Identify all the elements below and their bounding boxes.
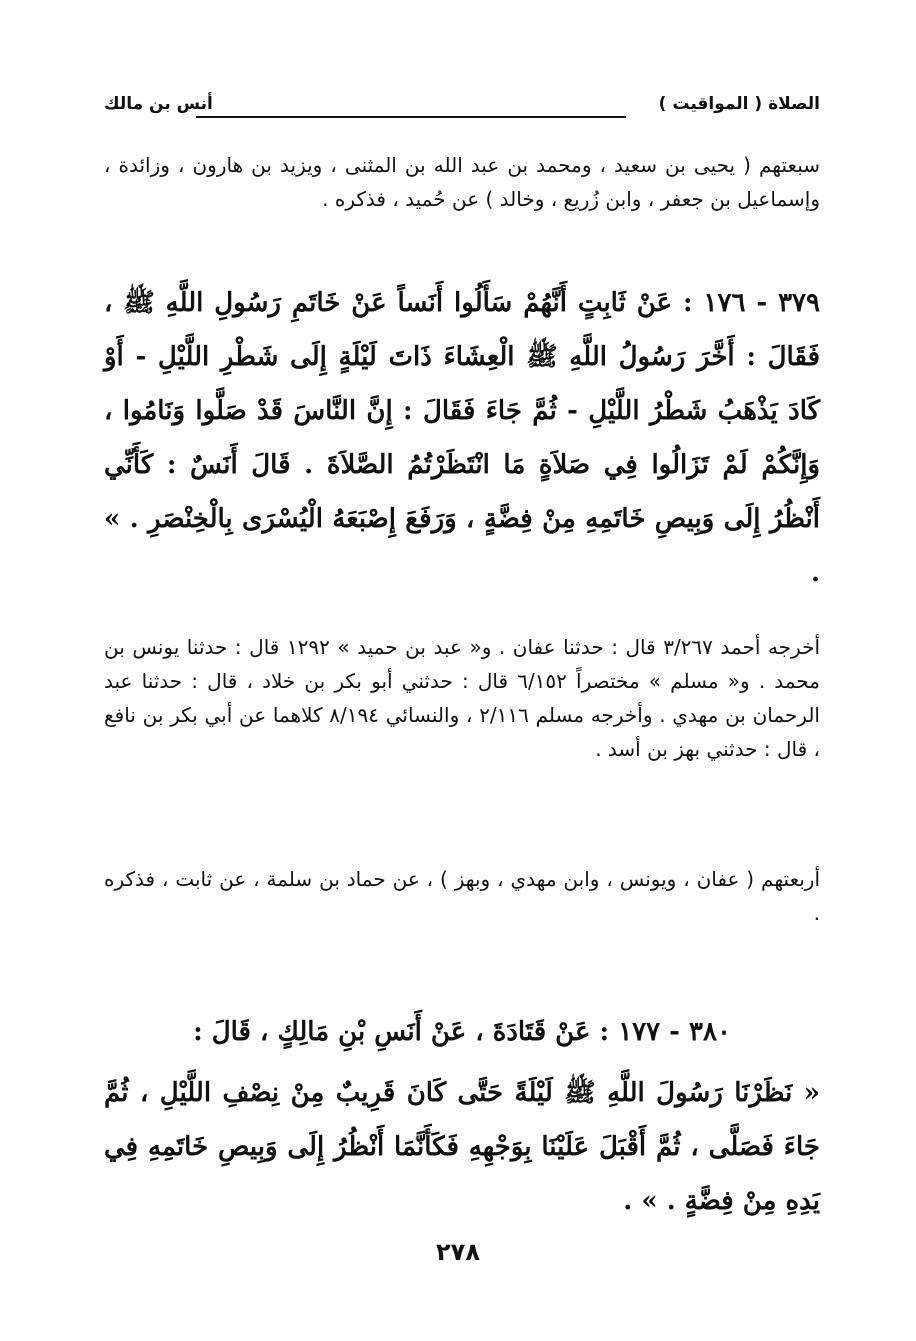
hadith-380-intro: عَنْ قَتَادَةَ ، عَنْ أَنَسِ بْنِ مَالِكٍ ، قَالَ :: [193, 1017, 591, 1047]
running-header: [104, 94, 820, 124]
hadith-379-text: عَنْ ثَابِتٍ أَنَّهُمْ سَأَلُوا أَنَساً عَنْ خَاتَمِ رَسُولِ اللَّهِ ﷺ ، فَقَالَ : أَخَّرَ رَسُولُ اللَّهِ ﷺ الْعِشَاءَ ذَاتَ لَيْلَةٍ إِلَى شَطْرِ اللَّيْلِ - أَوْ كَادَ يَذْهَبُ شَطْرُ اللَّيْلِ - ثُمَّ جَاءَ فَقَالَ : إِنَّ النَّاسَ قَدْ صَلَّوا وَنَامُوا ، وَإِنَّكُمْ لَمْ تَزَالُوا فِي صَلاَةٍ مَا انْتَظَرْتُمُ الصَّلاَةَ . قَالَ أَنَسٌ : كَأَنِّي أَنْظُرُ إِلَى وَبِيصِ خَاتَمِهِ مِنْ فِضَّةٍ ، وَرَفَعَ إِصْبَعَهُ الْيُسْرَى بِالْخِنْصَرِ . » .: [104, 288, 820, 588]
paragraph-narrators-seven: سبعتهم ( يحيى بن سعيد ، ومحمد بن عبد الله بن المثنى ، ويزيد بن هارون ، وزائدة ، وإسماعيل بن جعفر ، وابن زُريع ، وخالد ) عن حُميد ، فذكره .: [104, 153, 820, 211]
paragraph-takhrij: أخرجه أحمد ٣/٢٦٧ قال : حدثنا عفان . و« عبد بن حميد » ١٢٩٢ قال : حدثنا يونس بن محمد . و« مسلم » مختصراً ٦/١٥٢ قال : حدثني أبو بكر بن خلاد ، قال : حدثنا عبد الرحمان بن مهدي . وأخرجه مسلم ٢/١١٦ ، والنسائي ٨/١٩٤ كلاهما عن أبي بكر بن نافع ، قال : حدثني بهز بن أسد .: [104, 635, 821, 761]
hadith-380-heading: [104, 1005, 820, 1059]
hadith-379-number: ٣٧٩ - ١٧٦ :: [683, 288, 820, 318]
narrator-title: أنس بن مالك: [104, 94, 213, 114]
hadith-379: [104, 276, 820, 600]
hadith-380-number: ٣٨٠ - ١٧٧ :: [599, 1017, 731, 1047]
paragraph-narrators-four: أربعتهم ( عفان ، ويونس ، وابن مهدي ، وبهز ) ، عن حماد بن سلمة ، عن ثابت ، فذكره .: [104, 867, 820, 925]
header-rule: [196, 116, 626, 118]
page-number: ٢٧٨: [436, 1238, 480, 1266]
hadith-380-text: « نَظَرْنَا رَسُولَ اللَّهِ ﷺ لَيْلَةً حَتَّى كَانَ قَرِيبٌ مِنْ نِصْفِ اللَّيْلِ ، ثُمَّ جَاءَ فَصَلَّى ، ثُمَّ أَقْبَلَ عَلَيْنَا بِوَجْهِهِ فَكَأَنَّمَا أَنْظُرُ إِلَى وَبِيصِ خَاتَمِهِ فِي يَدِهِ مِنْ فِضَّةٍ . » .: [104, 1078, 820, 1216]
chapter-title: الصلاة ( المواقيت ): [658, 94, 820, 114]
